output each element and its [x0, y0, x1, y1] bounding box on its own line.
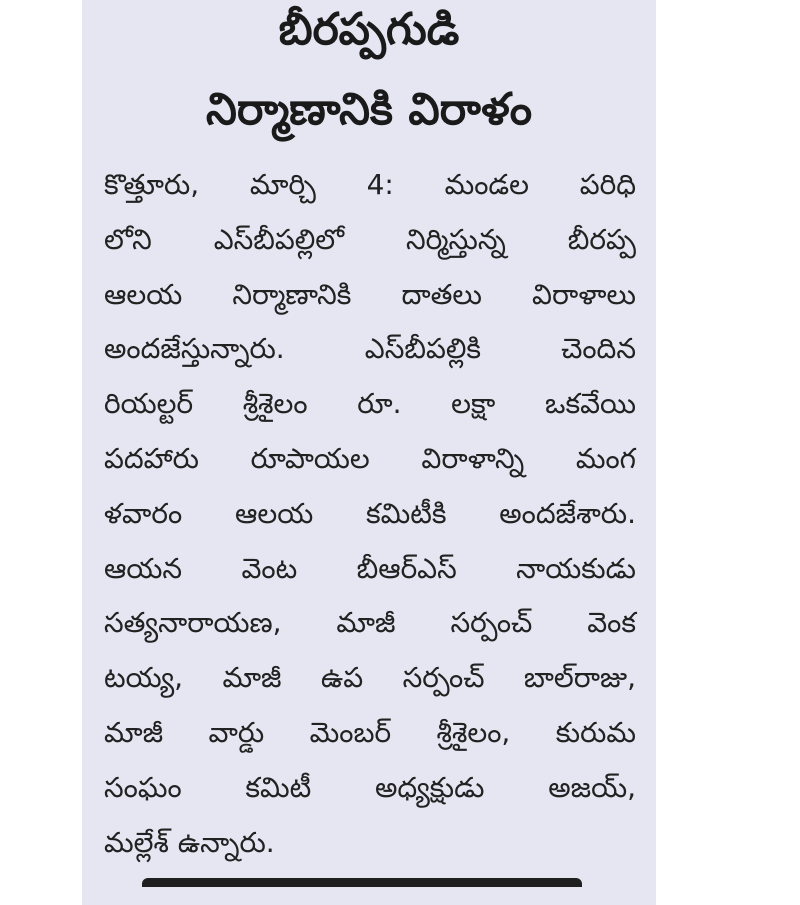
cropped-headline-fragment — [142, 878, 582, 905]
body-line: మాజీ వార్డు మెంబర్ శ్రీశైలం, కురుమ — [104, 715, 636, 749]
body-line: ళవారం ఆలయ కమిటీకి అందజేశారు. — [104, 496, 636, 530]
body-line: రియల్టర్ శ్రీశైలం రూ. లక్షా ఒకవేయి — [104, 387, 636, 421]
body-line: ఆలయ నిర్మాణానికి దాతలు విరాళాలు — [104, 277, 636, 311]
article-body — [104, 158, 636, 870]
body-line: పదహారు రూపాయల విరాళాన్ని మంగ — [104, 441, 636, 475]
headline-line-2: నిర్మాణానికి విరాళం — [205, 84, 533, 135]
body-line: అందజేస్తున్నారు. ఎస్‌బీపల్లికి చెందిన — [104, 332, 636, 366]
headline-line-1: బీరప్పగుడి — [278, 4, 460, 55]
newspaper-clipping — [82, 0, 656, 905]
body-line-last: మల్లేశ్ ఉన్నారు. — [104, 825, 275, 859]
body-line: టయ్య, మాజీ ఉప సర్పంచ్ బాల్‌రాజు, — [104, 661, 636, 695]
body-line: లోని ఎస్‌బీపల్లిలో నిర్మిస్తున్న బీరప్ప — [104, 222, 636, 256]
body-line: సత్యనారాయణ, మాజీ సర్పంచ్ వెంక — [104, 606, 636, 640]
body-line: ఆయన వెంట బీఆర్‌ఎస్ నాయకుడు — [104, 551, 636, 585]
next-article-headline-cropped — [82, 878, 656, 905]
body-line: సంఘం కమిటీ అధ్యక్షుడు అజయ్, — [104, 770, 636, 804]
body-line: కొత్తూరు, మార్చి 4: మండల పరిధి — [104, 168, 636, 201]
